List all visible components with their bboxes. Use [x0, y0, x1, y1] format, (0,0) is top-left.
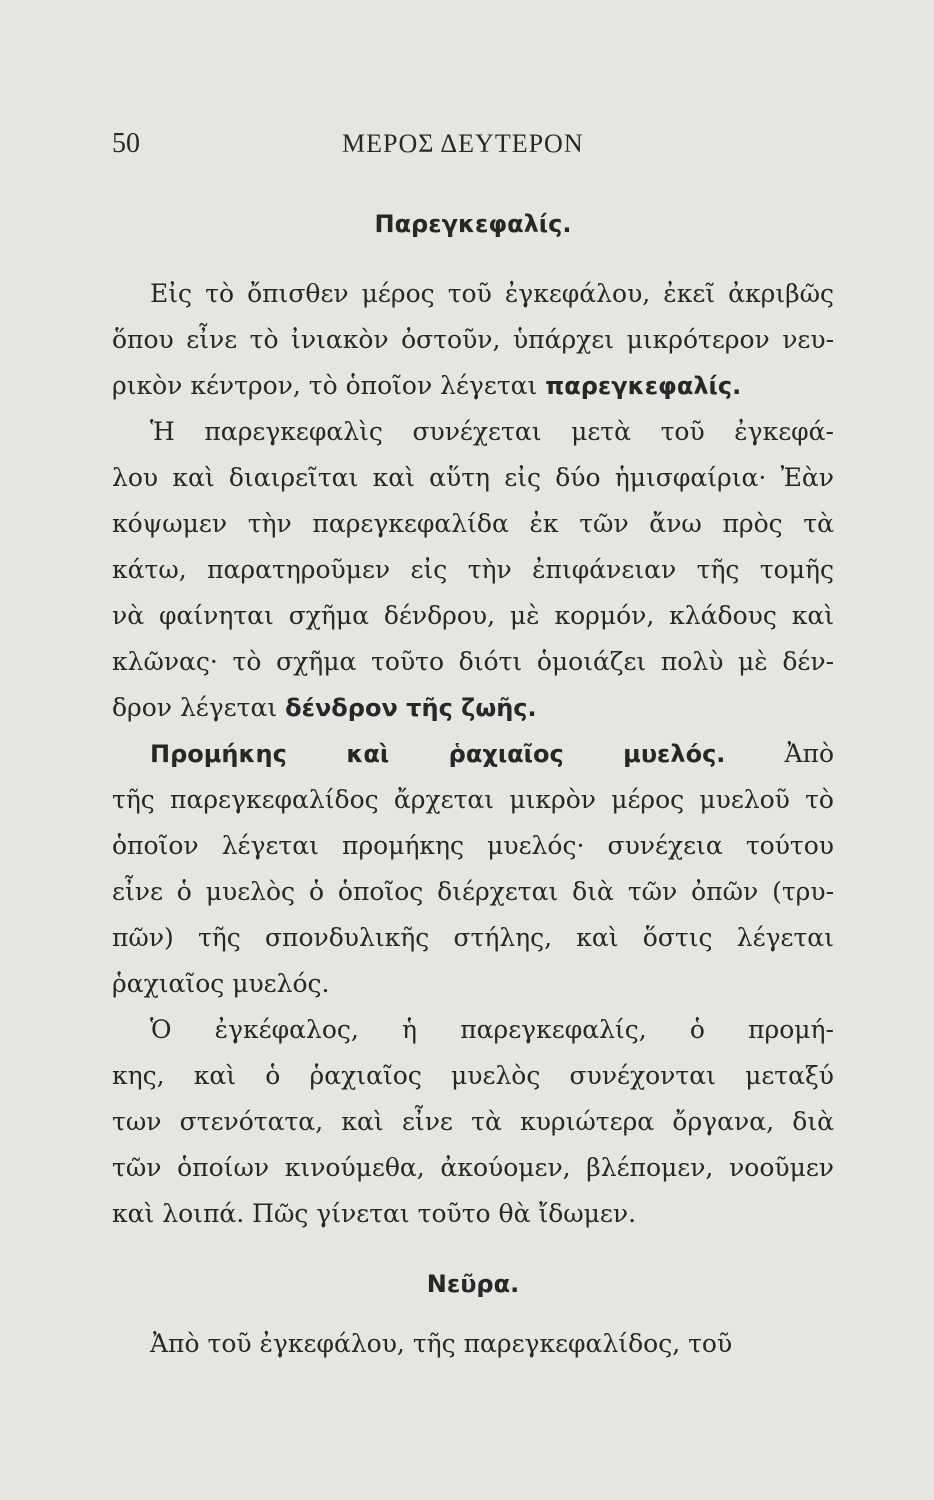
line-text: Ἀπὸ τοῦ ἐγκεφάλου, τῆς παρεγκεφαλίδος, τοῦ	[150, 1329, 733, 1358]
text-line	[112, 414, 834, 450]
line-text: ὅπου εἶνε τὸ ἰνιακὸν ὀστοῦν, ὑπάρχει μικρότερον νευ-	[112, 325, 834, 354]
text-line	[112, 920, 834, 956]
text-line	[112, 322, 834, 358]
text-line	[112, 1012, 834, 1048]
heading-neura: Νεῦρα.	[426, 1270, 520, 1298]
text-line	[112, 506, 834, 542]
line-text: Ἀπὸ	[725, 739, 834, 768]
text-line	[112, 874, 834, 910]
heading-parenkephalis: Παρεγκεφαλίς.	[374, 210, 572, 238]
text-line	[112, 690, 834, 726]
line-text: νὰ φαίνηται σχῆμα δένδρου, μὲ κορμόν, κλάδους καὶ	[112, 601, 834, 630]
text-line	[112, 828, 834, 864]
line-text: ὁποῖον λέγεται προμήκης μυελός· συνέχεια τούτου	[112, 831, 834, 860]
line-text: λου καὶ διαιρεῖται καὶ αὕτη εἰς δύο ἡμισφαίρια· Ἐὰν	[112, 463, 834, 492]
line-text: τῆς παρεγκεφαλίδος ἄρχεται μικρὸν μέρος μυελοῦ τὸ	[112, 785, 834, 814]
text-line	[112, 1058, 834, 1094]
text-line	[112, 1104, 834, 1140]
line-text: κλῶνας· τὸ σχῆμα τοῦτο διότι ὁμοιάζει πολὺ μὲ δέν-	[112, 647, 834, 676]
text-line	[112, 966, 834, 1002]
line-text: τῶν ὁποίων κινούμεθα, ἀκούομεν, βλέπομεν, νοοῦμεν	[112, 1153, 834, 1182]
line-text: πῶν) τῆς σπονδυλικῆς στήλης, καὶ ὅστις λέγεται	[112, 923, 834, 952]
text-line	[112, 276, 834, 312]
text-line	[112, 552, 834, 588]
line-text: καὶ λοιπά. Πῶς γίνεται τοῦτο θὰ ἴδωμεν.	[112, 1199, 637, 1228]
line-text: κόψωμεν τὴν παρεγκεφαλίδα ἐκ τῶν ἄνω πρὸς τὰ	[112, 509, 834, 538]
text-line	[112, 1326, 834, 1362]
line-text: εἶνε ὁ μυελὸς ὁ ὁποῖος διέρχεται διὰ τῶν ὀπῶν (τρυ-	[112, 877, 834, 906]
line-text: ῥαχιαῖος μυελός.	[112, 969, 330, 998]
text-line	[112, 644, 834, 680]
emphasized-term: παρεγκεφαλίς.	[545, 372, 742, 400]
emphasized-term: Προμήκης καὶ ῥαχιαῖος μυελός.	[150, 740, 726, 768]
line-text: κάτω, παρατηροῦμεν εἰς τὴν ἐπιφάνειαν τῆς τομῆς	[112, 555, 834, 584]
line-text: δρον λέγεται	[112, 693, 286, 722]
section-title: ΜΕΡΟΣ ΔΕΥΤΕΡΟΝ	[342, 129, 584, 158]
text-line	[112, 598, 834, 634]
line-text: Εἰς τὸ ὄπισθεν μέρος τοῦ ἐγκεφάλου, ἐκεῖ ἀκριβῶς	[150, 279, 834, 308]
text-line	[112, 782, 834, 818]
line-text: των στενότατα, καὶ εἶνε τὰ κυριώτερα ὄργανα, διὰ	[112, 1107, 834, 1136]
line-text: Ὁ ἐγκέφαλος, ἡ παρεγκεφαλίς, ὁ προμή-	[150, 1015, 834, 1044]
line-text: κης, καὶ ὁ ῥαχιαῖος μυελὸς συνέχονται μεταξύ	[112, 1061, 834, 1090]
line-text: Ἡ παρεγκεφαλὶς συνέχεται μετὰ τοῦ ἐγκεφά-	[150, 417, 834, 446]
text-line	[112, 460, 834, 496]
page-number: 50	[112, 128, 140, 159]
text-line	[112, 368, 834, 404]
text-line	[112, 1196, 834, 1232]
text-line	[112, 1150, 834, 1186]
emphasized-term: δένδρον τῆς ζωῆς.	[285, 694, 537, 722]
running-head	[112, 126, 834, 166]
line-text: ρικὸν κέντρον, τὸ ὁποῖον λέγεται	[112, 371, 546, 400]
text-line	[112, 736, 834, 772]
